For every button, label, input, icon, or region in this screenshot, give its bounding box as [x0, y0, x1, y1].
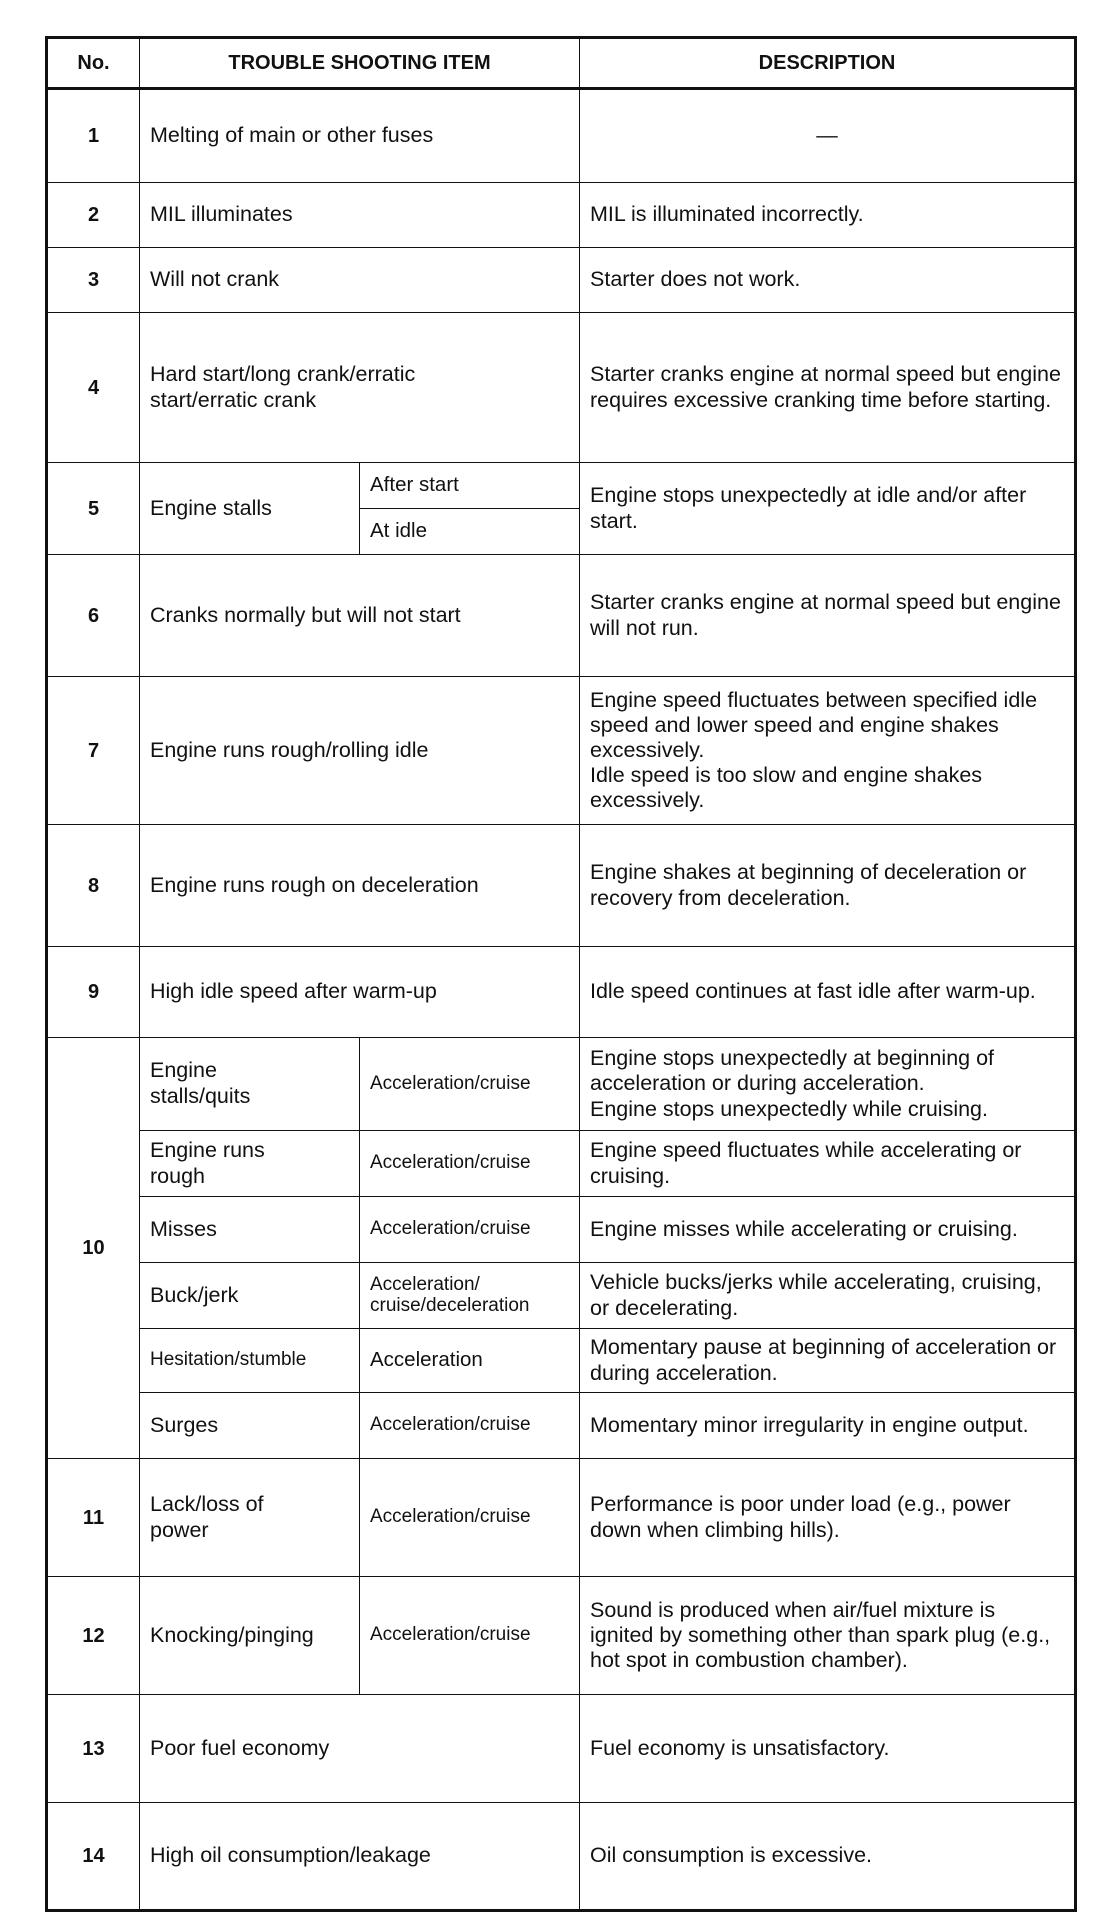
trouble-description: Vehicle bucks/jerks while accelerating, cruising, or decelerating. — [580, 1263, 1076, 1329]
trouble-item: Engine stalls — [140, 463, 360, 555]
trouble-item: High idle speed after warm-up — [140, 947, 580, 1038]
trouble-item: Knocking/pinging — [140, 1577, 360, 1695]
table-row — [47, 1263, 1076, 1329]
row-number: 5 — [47, 463, 140, 555]
trouble-condition: At idle — [360, 509, 580, 555]
row-number: 1 — [47, 89, 140, 183]
table-row — [47, 555, 1076, 677]
row-number: 7 — [47, 677, 140, 825]
trouble-item: Hesitation/stumble — [140, 1329, 360, 1393]
trouble-condition: Acceleration/cruise — [360, 1197, 580, 1263]
trouble-description: Starter cranks engine at normal speed but engine requires excessive cranking time before starting. — [580, 313, 1076, 463]
trouble-description: Momentary pause at beginning of acceleration or during acceleration. — [580, 1329, 1076, 1393]
table-row — [47, 1131, 1076, 1197]
table-row — [47, 183, 1076, 248]
row-number: 9 — [47, 947, 140, 1038]
table-row — [47, 1459, 1076, 1577]
trouble-item: High oil consumption/leakage — [140, 1803, 580, 1911]
description-line: Engine stops unexpectedly at beginning of acceleration or during acceleration. — [590, 1046, 995, 1096]
header-description: DESCRIPTION — [580, 38, 1076, 89]
trouble-description: Fuel economy is unsatisfactory. — [580, 1695, 1076, 1803]
row-number: 13 — [47, 1695, 140, 1803]
trouble-item: Surges — [140, 1393, 360, 1459]
trouble-item: Hard start/long crank/erratic start/erratic crank — [140, 313, 580, 463]
trouble-item: Poor fuel economy — [140, 1695, 580, 1803]
table-row — [47, 248, 1076, 313]
table-row — [47, 1803, 1076, 1911]
trouble-description: Idle speed continues at fast idle after warm-up. — [580, 947, 1076, 1038]
table-row — [47, 1577, 1076, 1695]
trouble-condition: After start — [360, 463, 580, 509]
description-line: Engine stops unexpectedly while cruising. — [590, 1096, 988, 1121]
table-row — [47, 825, 1076, 947]
trouble-item: Buck/jerk — [140, 1263, 360, 1329]
trouble-description: MIL is illuminated incorrectly. — [580, 183, 1076, 248]
trouble-description: Sound is produced when air/fuel mixture is ignited by something other than spark plug (e.g., hot spot in combustion chamber). — [580, 1577, 1076, 1695]
trouble-condition: Acceleration — [360, 1329, 580, 1393]
row-number: 14 — [47, 1803, 140, 1911]
trouble-description: Engine misses while accelerating or cruising. — [580, 1197, 1076, 1263]
trouble-item: Engine runs rough/rolling idle — [140, 677, 580, 825]
table-header-row — [47, 38, 1076, 89]
trouble-item: Cranks normally but will not start — [140, 555, 580, 677]
trouble-description: Starter does not work. — [580, 248, 1076, 313]
description-line: Engine speed fluctuates between specified idle speed and lower speed and engine shakes excessively. — [590, 687, 1038, 762]
trouble-description — [580, 1038, 1076, 1131]
trouble-condition: Acceleration/cruise — [360, 1131, 580, 1197]
trouble-condition: Acceleration/cruise — [360, 1393, 580, 1459]
trouble-description: Performance is poor under load (e.g., power down when climbing hills). — [580, 1459, 1076, 1577]
row-number: 4 — [47, 313, 140, 463]
trouble-description: Oil consumption is excessive. — [580, 1803, 1076, 1911]
trouble-description: Engine stops unexpectedly at idle and/or after start. — [580, 463, 1076, 555]
trouble-item: Engine stalls/quits — [140, 1038, 360, 1131]
table-row — [47, 1695, 1076, 1803]
trouble-description — [580, 677, 1076, 825]
trouble-description: Engine shakes at beginning of deceleration or recovery from deceleration. — [580, 825, 1076, 947]
trouble-description: Momentary minor irregularity in engine output. — [580, 1393, 1076, 1459]
row-number: 2 — [47, 183, 140, 248]
trouble-item: Will not crank — [140, 248, 580, 313]
table-row — [47, 89, 1076, 183]
row-number: 11 — [47, 1459, 140, 1577]
table-row — [47, 313, 1076, 463]
table-row — [47, 1393, 1076, 1459]
trouble-condition: Acceleration/ cruise/deceleration — [360, 1263, 580, 1329]
troubleshooting-table — [45, 36, 1077, 1912]
table-row — [47, 463, 1076, 509]
trouble-description: Engine speed fluctuates while accelerating or cruising. — [580, 1131, 1076, 1197]
row-number: 10 — [47, 1038, 140, 1459]
trouble-item: Misses — [140, 1197, 360, 1263]
table-row — [47, 1038, 1076, 1131]
row-number: 6 — [47, 555, 140, 677]
trouble-item: MIL illuminates — [140, 183, 580, 248]
trouble-item: Engine runs rough on deceleration — [140, 825, 580, 947]
trouble-condition: Acceleration/cruise — [360, 1038, 580, 1131]
trouble-condition: Acceleration/cruise — [360, 1577, 580, 1695]
trouble-condition: Acceleration/cruise — [360, 1459, 580, 1577]
row-number: 3 — [47, 248, 140, 313]
header-no: No. — [47, 38, 140, 89]
table-row — [47, 1197, 1076, 1263]
table-row — [47, 1329, 1076, 1393]
row-number: 8 — [47, 825, 140, 947]
trouble-description: — — [580, 89, 1076, 183]
table-row — [47, 677, 1076, 825]
trouble-item: Engine runs rough — [140, 1131, 360, 1197]
description-line: Idle speed is too slow and engine shakes excessively. — [590, 763, 983, 813]
table-row — [47, 947, 1076, 1038]
header-item: TROUBLE SHOOTING ITEM — [140, 38, 580, 89]
row-number: 12 — [47, 1577, 140, 1695]
trouble-description: Starter cranks engine at normal speed but engine will not run. — [580, 555, 1076, 677]
trouble-item: Lack/loss of power — [140, 1459, 360, 1577]
trouble-item: Melting of main or other fuses — [140, 89, 580, 183]
